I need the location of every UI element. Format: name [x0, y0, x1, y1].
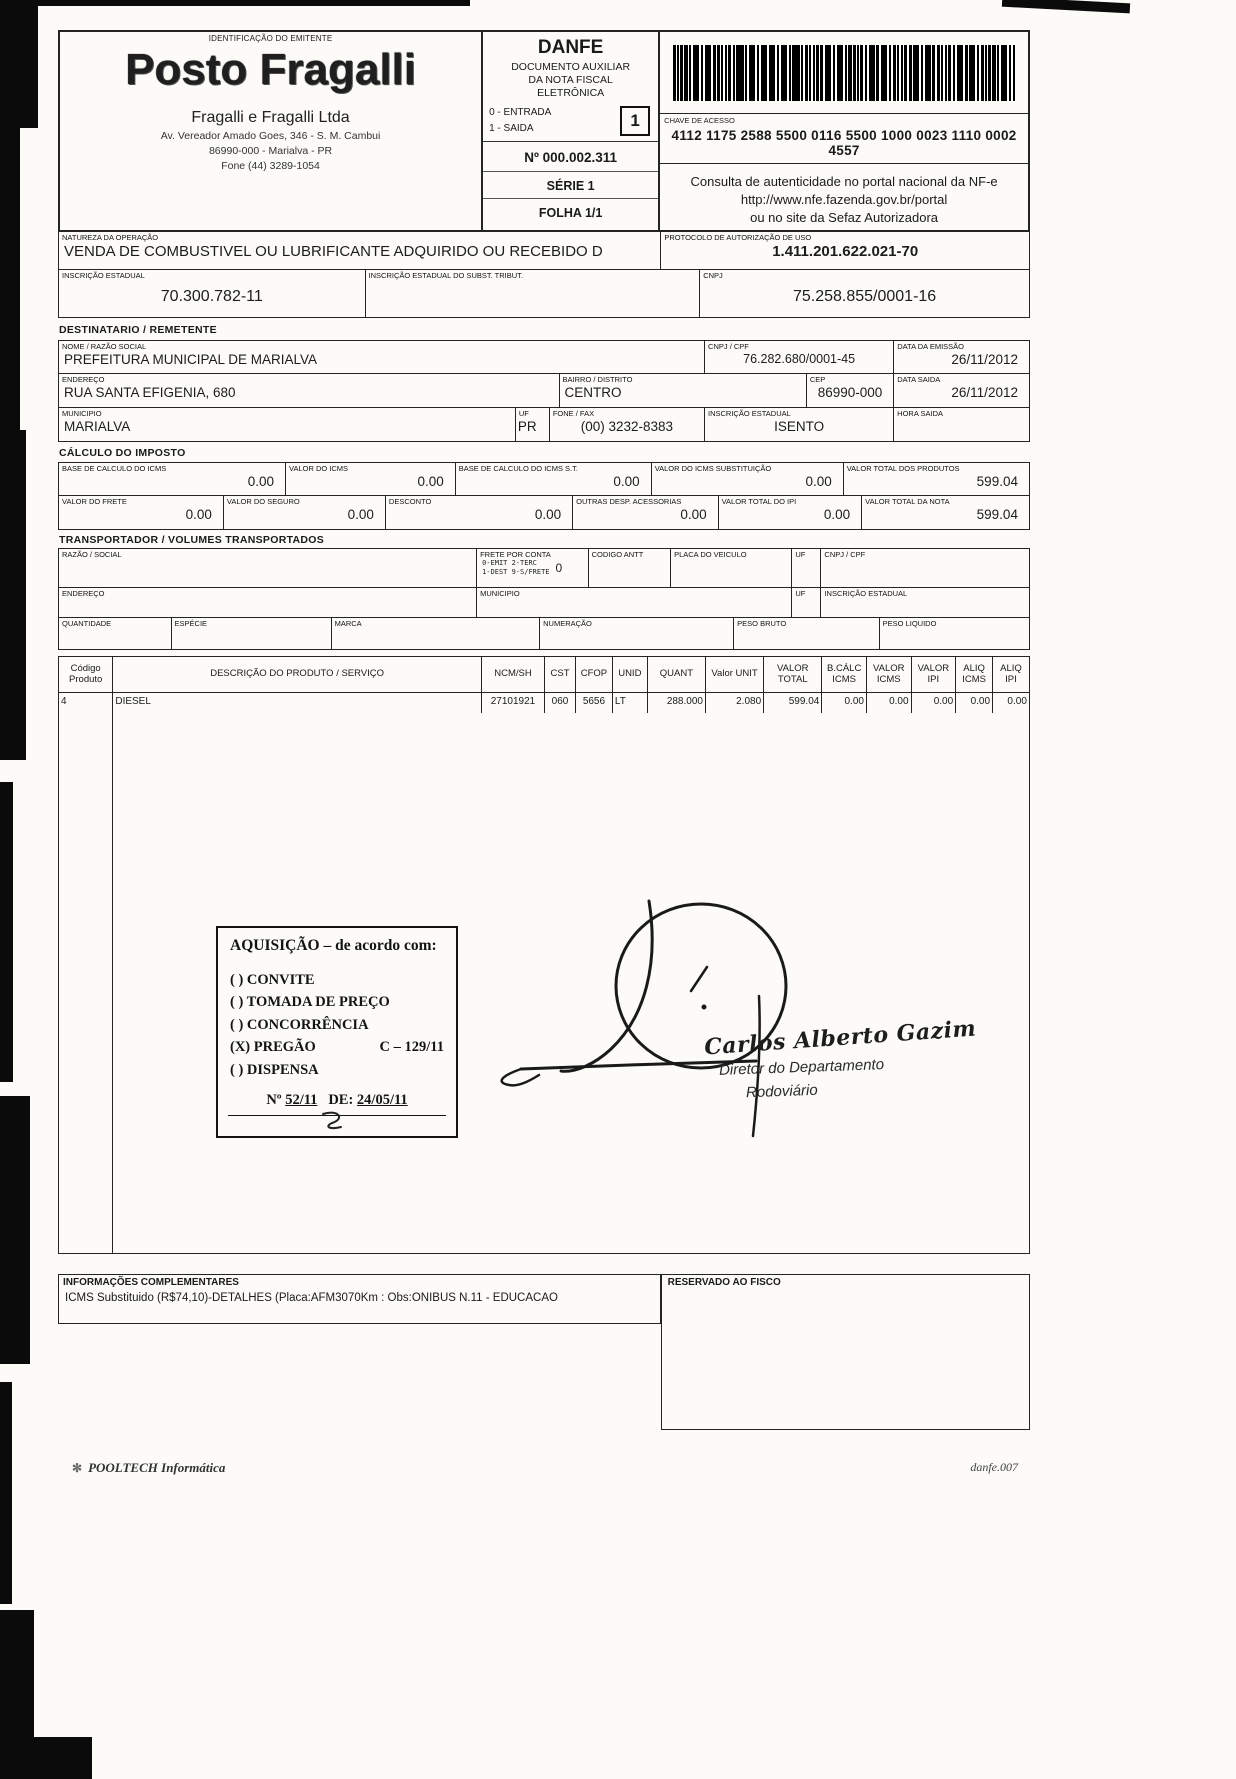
field-total-produtos — [843, 463, 1029, 495]
base-icms-st-value: 0.00 — [613, 474, 640, 489]
data-emissao-value: 26/11/2012 — [951, 352, 1018, 367]
field-quantidade — [59, 618, 171, 649]
signature-name: Carlos Alberto Gazim — [703, 1015, 978, 1061]
software-credit-text: POOLTECH Informática — [88, 1460, 226, 1475]
field-label: MUNICIPIO — [480, 589, 520, 598]
frete-value: 0 — [555, 561, 563, 576]
col-header-valor-unit: Valor UNIT — [705, 657, 763, 692]
field-razao-social-transp — [59, 549, 476, 587]
product-row — [59, 693, 1029, 713]
inscricao-estadual-value: 70.300.782-11 — [160, 288, 263, 305]
field-cnpj-emitente — [699, 270, 1029, 317]
product-valor-unit: 2.080 — [705, 693, 763, 713]
scan-artifact — [0, 430, 26, 760]
destinatario-row1 — [58, 340, 1030, 374]
field-data-saida — [893, 374, 1029, 407]
nota-folha: FOLHA 1/1 — [483, 198, 658, 225]
col-header-cfop: CFOP — [575, 657, 612, 692]
field-outras-despesas — [572, 496, 718, 529]
product-quant: 288.000 — [647, 693, 705, 713]
field-natureza-operacao — [59, 232, 660, 269]
field-nome-razao-social — [59, 341, 704, 373]
field-endereco-transp — [59, 588, 476, 617]
field-label: BAIRRO / DISTRITO — [562, 375, 633, 384]
field-label: RAZÃO / SOCIAL — [62, 550, 122, 559]
field-label: NATUREZA DA OPERAÇÃO — [62, 233, 159, 242]
barcode-image — [673, 45, 1015, 101]
field-numeracao — [539, 618, 733, 649]
transportador-section-title: TRANSPORTADOR / VOLUMES TRANSPORTADOS — [59, 534, 325, 546]
field-label: UF — [518, 409, 529, 418]
cnpj-emitente-value: 75.258.855/0001-16 — [792, 288, 937, 305]
field-total-nota — [861, 496, 1029, 529]
signature-scribble — [449, 849, 889, 1199]
field-label: DATA SAIDA — [897, 375, 941, 384]
field-label: BASE DE CALCULO DO ICMS — [62, 464, 167, 473]
field-label: INSCRIÇÃO ESTADUAL DO SUBST. TRIBUT. — [368, 271, 524, 280]
field-label: INSCRIÇÃO ESTADUAL — [708, 409, 791, 418]
field-base-icms-st — [455, 463, 651, 495]
field-label: UF — [795, 550, 806, 559]
field-label: OUTRAS DESP. ACESSORIAS — [576, 497, 682, 506]
inscricao-row — [58, 270, 1030, 318]
product-aliq-ipi: 0.00 — [992, 693, 1029, 713]
field-ie-transp — [820, 588, 1029, 617]
outras-despesas-value: 0.00 — [680, 507, 707, 522]
scan-artifact — [1002, 0, 1130, 13]
danfe-subtitle — [483, 61, 658, 100]
product-table — [58, 656, 1030, 1254]
field-data-emissao — [893, 341, 1029, 373]
field-icms-substituicao — [651, 463, 843, 495]
col-header-ncm: NCM/SH — [481, 657, 544, 692]
field-valor-seguro — [223, 496, 385, 529]
scan-artifact — [0, 1737, 92, 1779]
product-valor-icms: 0.00 — [866, 693, 911, 713]
field-codigo-antt — [588, 549, 670, 587]
col-header-codigo: Código Produto — [69, 662, 103, 685]
field-bairro-distrito — [559, 374, 806, 407]
frete-line2: 1-DEST 9-S/FRETE — [482, 568, 550, 577]
nota-numero: Nº 000.002.311 — [483, 141, 658, 171]
field-frete-por-conta — [476, 549, 588, 587]
danfe-subtitle-line2: DA NOTA FISCAL — [528, 74, 613, 87]
imposto-section-title: CÁLCULO DO IMPOSTO — [59, 447, 186, 459]
imposto-row2 — [58, 496, 1030, 530]
frete-options — [482, 559, 583, 578]
emitente-phone: Fone (44) 3289-1054 — [221, 160, 320, 173]
stamp-option-pregao — [230, 1036, 444, 1058]
col-header-descricao: DESCRIÇÃO DO PRODUTO / SERVIÇO — [112, 657, 481, 692]
col-header-unid: UNID — [612, 657, 647, 692]
field-label: VALOR TOTAL DA NOTA — [865, 497, 950, 506]
col-header-valor-total: VALOR TOTAL — [763, 657, 821, 692]
scan-artifact — [0, 782, 13, 1082]
consulta-line3: ou no site da Sefaz Autorizadora — [750, 210, 939, 226]
municipio-value: MARIALVA — [64, 419, 131, 434]
field-marca — [331, 618, 540, 649]
product-unid: LT — [612, 693, 647, 713]
field-base-icms — [59, 463, 285, 495]
danfe-subtitle-line1: DOCUMENTO AUXILIAR — [511, 61, 631, 73]
emitente-logo: Posto Fragalli — [125, 45, 417, 94]
field-label: NOME / RAZÃO SOCIAL — [62, 342, 147, 351]
field-label: CNPJ / CPF — [708, 342, 749, 351]
field-label: NUMERAÇÃO — [543, 619, 592, 628]
informacoes-complementares-box — [58, 1274, 661, 1324]
field-label: VALOR DO ICMS — [289, 464, 349, 473]
danfe-title: DANFE — [537, 37, 604, 58]
endereco-value: RUA SANTA EFIGENIA, 680 — [64, 385, 236, 400]
product-table-header — [59, 657, 1029, 693]
field-endereco — [59, 374, 559, 407]
emitente-company-name: Fragalli e Fragalli Ltda — [191, 109, 350, 127]
field-label: CEP — [809, 375, 826, 384]
stamp-pregao-ref: C – 129/11 — [379, 1039, 444, 1056]
field-label: MUNICIPIO — [62, 409, 102, 418]
bottom-section — [58, 1274, 1030, 1430]
field-label: PESO LIQUIDO — [882, 619, 937, 628]
field-uf-transp2 — [791, 588, 820, 617]
product-aliq-icms: 0.00 — [955, 693, 992, 713]
field-label: BASE DE CALCULO DO ICMS S.T. — [458, 464, 578, 473]
form-reference: danfe.007 — [970, 1460, 1018, 1474]
product-valor-ipi: 0.00 — [911, 693, 956, 713]
field-label: MARCA — [334, 619, 362, 628]
header-section — [58, 30, 1030, 232]
field-label: ENDEREÇO — [62, 375, 105, 384]
base-icms-value: 0.00 — [247, 474, 274, 489]
field-label: ESPÉCIE — [174, 619, 208, 628]
desconto-value: 0.00 — [534, 507, 562, 522]
product-codigo: 4 — [61, 696, 67, 707]
barcode-area — [660, 32, 1028, 114]
valor-icms-value: 0.00 — [417, 474, 444, 489]
field-label: DESCONTO — [388, 497, 432, 506]
transportador-row2 — [58, 588, 1030, 618]
data-saida-value: 26/11/2012 — [951, 385, 1018, 400]
signature-title-line2: Rodoviário — [745, 1081, 818, 1102]
col-header-aliq-ipi: ALIQ IPI — [992, 657, 1029, 692]
entrada-label: 0 - ENTRADA — [489, 107, 552, 119]
consulta-line1: Consulta de autenticidade no portal nacional da NF-e — [690, 174, 998, 189]
field-especie — [171, 618, 331, 649]
emitente-block — [60, 32, 481, 230]
inscricao-dest-value: ISENTO — [774, 419, 825, 434]
stamp-pregao-label: (X) PREGÃO — [230, 1039, 316, 1056]
product-bcalc-icms: 0.00 — [821, 693, 866, 713]
field-cep — [806, 374, 893, 407]
field-label: CNPJ / CPF — [824, 550, 866, 559]
bairro-value: CENTRO — [564, 385, 622, 400]
field-label: HORA SAIDA — [897, 409, 944, 418]
fone-value: (00) 3232-8383 — [580, 419, 674, 434]
frete-option-codes — [482, 559, 549, 578]
valor-seguro-value: 0.00 — [347, 507, 374, 522]
col-header-quant: QUANT — [647, 657, 705, 692]
nota-serie: SÉRIE 1 — [483, 171, 658, 198]
field-label: DATA DA EMISSÃO — [897, 342, 965, 351]
cep-value: 86990-000 — [817, 385, 883, 400]
acesso-block — [660, 32, 1028, 230]
field-label: PLACA DO VEICULO — [674, 550, 747, 559]
saida-label: 1 - SAIDA — [489, 122, 534, 134]
entrada-saida-labels — [489, 105, 620, 136]
total-ipi-value: 0.00 — [823, 507, 851, 522]
danfe-block — [481, 32, 660, 230]
scan-artifact — [0, 0, 38, 128]
field-fone-fax — [549, 408, 704, 441]
stamp-option-convite: ( ) CONVITE — [230, 972, 315, 988]
tipo-operacao-box: 1 — [620, 106, 650, 136]
informacoes-complementares-text: ICMS Substituido (R$74,10)-DETALHES (Placa:AFM3070Km : Obs:ONIBUS N.11 - EDUCACAO — [65, 1292, 558, 1304]
field-label: CNPJ — [703, 271, 723, 280]
field-valor-frete — [59, 496, 223, 529]
total-produtos-value: 599.04 — [976, 474, 1018, 489]
field-cnpj-cpf — [704, 341, 893, 373]
stamp-numero-label: Nº — [266, 1092, 282, 1109]
stamp-data-value: 24/05/11 — [356, 1092, 408, 1109]
emitente-address-line1: Av. Vereador Amado Goes, 346 - S. M. Cambui — [160, 130, 381, 143]
stamp-option-dispensa: ( ) DISPENSA — [230, 1061, 319, 1078]
field-label: VALOR DO FRETE — [62, 497, 127, 506]
col-header-valor-icms: VALOR ICMS — [866, 657, 911, 692]
chave-acesso-label: CHAVE DE ACESSO — [664, 116, 735, 125]
emitente-address-line2: 86990-000 - Marialva - PR — [208, 145, 333, 158]
transportador-row1 — [58, 548, 1030, 588]
uf-value: PR — [517, 419, 537, 434]
natureza-value: VENDA DE COMBUSTIVEL OU LUBRIFICANTE ADQUIRIDO OU RECEBIDO D — [64, 243, 603, 260]
imposto-row1 — [58, 462, 1030, 496]
field-label: UF — [795, 589, 806, 598]
stamp-option-concorrencia: ( ) CONCORRÊNCIA — [230, 1016, 369, 1033]
field-label: VALOR DO ICMS SUBSTITUIÇÃO — [654, 464, 772, 473]
field-cnpj-cpf-transp — [820, 549, 1029, 587]
col-header-cst: CST — [544, 657, 575, 692]
col-header-valor-ipi: VALOR IPI — [911, 657, 956, 692]
total-nota-value: 599.04 — [976, 507, 1018, 522]
danfe-subtitle-line3: ELETRÔNICA — [537, 87, 605, 100]
field-uf-transp — [791, 549, 820, 587]
scan-artifact — [0, 1382, 12, 1604]
destinatario-row2 — [58, 374, 1030, 408]
field-protocolo-autorizacao — [660, 232, 1029, 269]
field-peso-bruto — [733, 618, 879, 649]
entrada-saida-row — [483, 100, 658, 141]
field-label: VALOR TOTAL DO IPI — [721, 497, 797, 506]
field-inscricao-estadual-dest — [704, 408, 893, 441]
field-label: ENDEREÇO — [62, 589, 105, 598]
scan-artifact — [0, 128, 20, 430]
software-credit — [72, 1460, 225, 1476]
field-label: VALOR TOTAL DOS PRODUTOS — [846, 464, 960, 473]
field-inscricao-estadual — [59, 270, 365, 317]
field-label: QUANTIDADE — [62, 619, 112, 628]
frete-line1: 0-EMIT 2-TERC — [482, 559, 537, 567]
protocolo-value: 1.411.201.622.021-70 — [772, 243, 919, 260]
stamp-options — [230, 969, 444, 1081]
destinatario-nome-value: PREFEITURA MUNICIPAL DE MARIALVA — [64, 352, 318, 367]
field-label: PROTOCOLO DE AUTORIZAÇÃO DE USO — [664, 233, 812, 242]
signature-title-line1: Diretor do Departamento — [718, 1056, 885, 1079]
field-municipio — [59, 408, 515, 441]
scan-artifact — [0, 1096, 30, 1364]
scan-artifact — [0, 0, 470, 6]
field-hora-saida — [893, 408, 1029, 441]
handwritten-mark — [317, 1110, 357, 1132]
field-uf — [515, 408, 549, 441]
destinatario-section-title: DESTINATARIO / REMETENTE — [59, 324, 217, 336]
destinatario-cnpj-value: 76.282.680/0001-45 — [743, 352, 856, 366]
consulta-autenticidade — [660, 164, 1028, 230]
reservado-fisco-title: RESERVADO AO FISCO — [667, 1277, 781, 1288]
field-total-ipi — [718, 496, 862, 529]
product-ncm: 27101921 — [481, 693, 544, 713]
product-cfop: 5656 — [575, 693, 612, 713]
product-table-body — [59, 713, 1029, 1253]
field-label: FONE / FAX — [552, 409, 595, 418]
acquisition-stamp — [216, 926, 458, 1138]
document-body — [58, 30, 1030, 1476]
informacoes-complementares-title: INFORMAÇÕES COMPLEMENTARES — [63, 1277, 239, 1288]
col-header-bcalc-icms: B.CÁLC ICMS — [821, 657, 866, 692]
field-valor-icms — [285, 463, 455, 495]
stamp-option-tomada: ( ) TOMADA DE PREÇO — [230, 994, 390, 1011]
footer — [58, 1460, 1030, 1476]
chave-acesso-value: 4112 1175 2588 5500 0116 5500 1000 0023 1110 0002 4557 — [671, 128, 1017, 158]
field-label: PESO BRUTO — [737, 619, 787, 628]
stamp-numero-value: 52/11 — [285, 1092, 318, 1109]
field-label: INSCRIÇÃO ESTADUAL — [824, 589, 908, 598]
field-municipio-transp — [476, 588, 791, 617]
stamp-title: AQUISIÇÃO – de acordo com: — [230, 937, 437, 954]
destinatario-row3 — [58, 408, 1030, 442]
consulta-url: http://www.nfe.fazenda.gov.br/portal — [740, 192, 948, 208]
product-descricao: DIESEL — [112, 693, 481, 713]
valor-frete-value: 0.00 — [185, 507, 212, 522]
natureza-row — [58, 232, 1030, 270]
emitente-section-label: IDENTIFICAÇÃO DO EMITENTE — [208, 34, 333, 43]
product-cst: 060 — [544, 693, 575, 713]
stamp-de-label: DE: — [328, 1092, 354, 1109]
product-valor-total: 599.04 — [763, 693, 821, 713]
field-label: INSCRIÇÃO ESTADUAL — [62, 271, 145, 280]
stamp-number-line — [230, 1092, 444, 1109]
field-label: CODIGO ANTT — [591, 550, 644, 559]
field-inscricao-subst — [365, 270, 700, 317]
field-label: FRETE POR CONTA — [480, 550, 551, 559]
reservado-fisco-box — [661, 1274, 1030, 1430]
field-label: VALOR DO SEGURO — [226, 497, 300, 506]
column-divider — [112, 713, 113, 1253]
icms-substituicao-value: 0.00 — [805, 474, 832, 489]
pooltech-logo-icon: ✻ — [72, 1461, 83, 1475]
col-header-aliq-icms: ALIQ ICMS — [955, 657, 992, 692]
transportador-row3 — [58, 618, 1030, 650]
field-peso-liquido — [879, 618, 1029, 649]
field-placa-veiculo — [670, 549, 791, 587]
field-desconto — [385, 496, 572, 529]
chave-acesso-box — [660, 114, 1028, 164]
